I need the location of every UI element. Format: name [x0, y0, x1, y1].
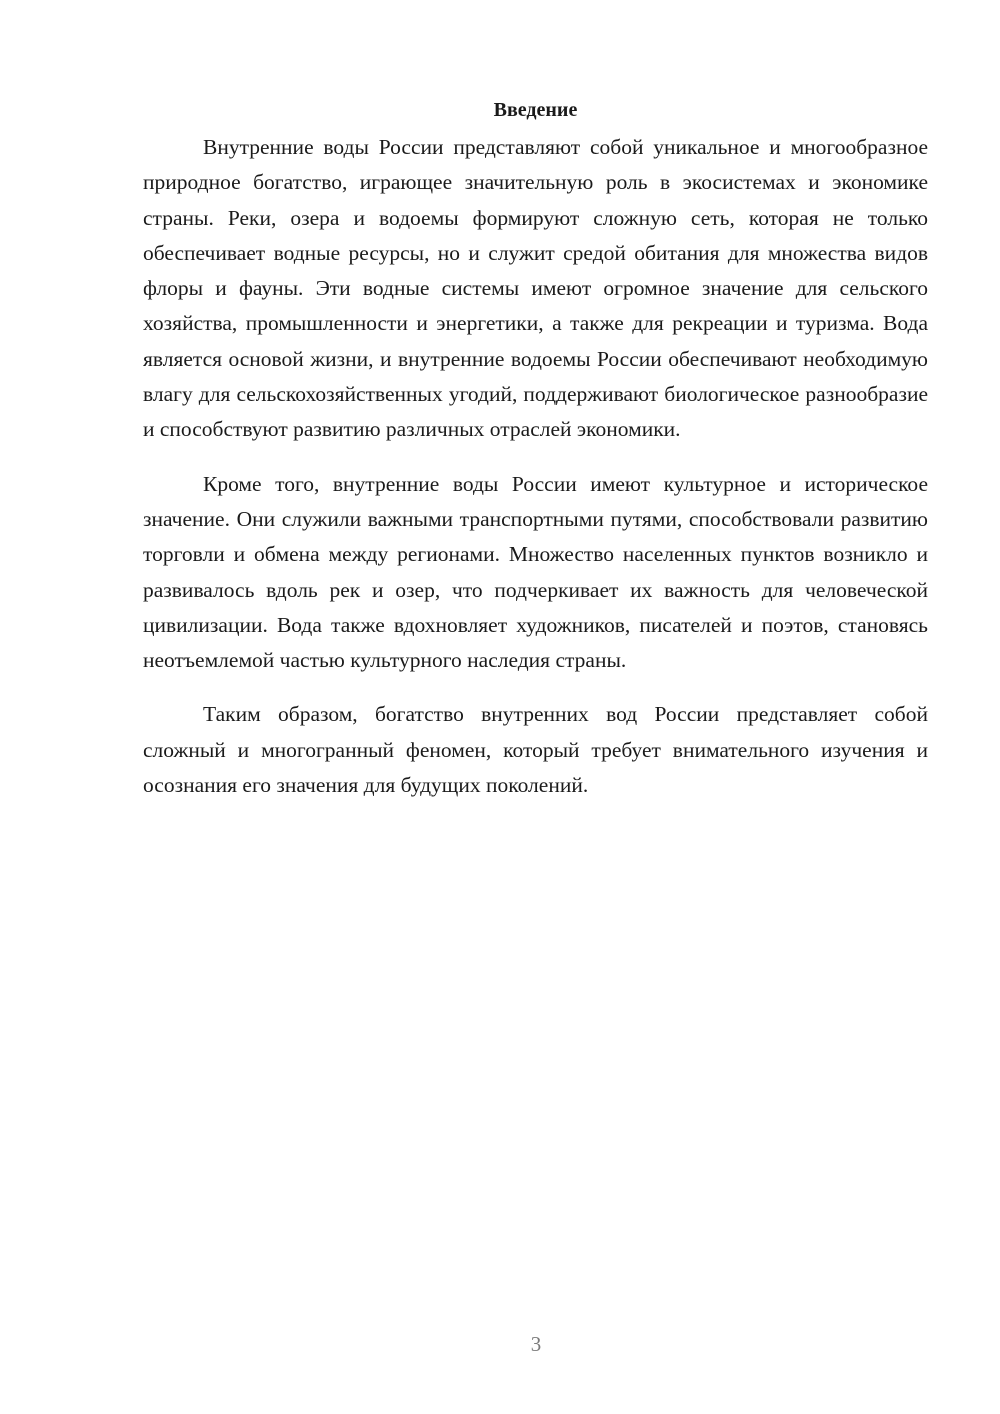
paragraph-1: Внутренние воды России представляют собой уникальное и многообразное природное богатство, играющее значительную роль в экосистемах и экономике страны. Реки, озера и водоемы формируют сложную сеть, которая не только обеспечивает водные ресурсы, но и служит средой обитания для множества видов флоры и фауны. Эти водные системы имеют огромное значение для сельского хозяйства, промышленности и энергетики, а также для рекреации и туризма. Вода является основой жизни, и внутренние водоемы России обеспечивают необходимую влагу для сельскохозяйственных угодий, поддерживают биологическое разнообразие и способствуют развитию различных отраслей экономики.: [143, 135, 928, 442]
page-content: [143, 92, 928, 822]
paragraph-2: Кроме того, внутренние воды России имеют культурное и историческое значение. Они служили важными транспортными путями, способствовали развитию торговли и обмена между регионами. Множество населенных пунктов возникло и развивалось вдоль рек и озер, что подчеркивает их важность для человеческой цивилизации. Вода также вдохновляет художников, писателей и поэтов, становясь неотъемлемой частью культурного наследия страны.: [143, 471, 928, 673]
section-title: Введение: [493, 99, 578, 121]
paragraph-3: Таким образом, богатство внутренних вод России представляет собой сложный и многогранный феномен, который требует внимательного изучения и осознания его значения для будущих поколений.: [143, 702, 928, 798]
page-number: 3: [530, 1332, 542, 1356]
